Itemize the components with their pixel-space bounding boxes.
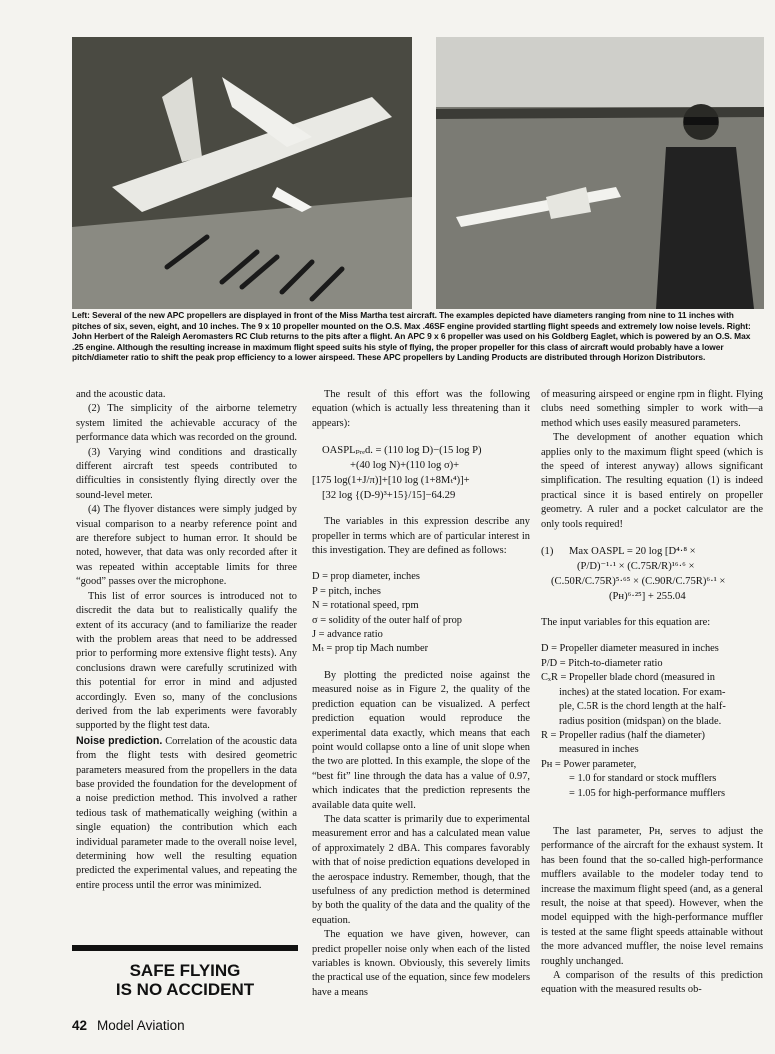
equation-line: [175 log(1+J/π)]+[10 log (1+8Mₜ⁴)]+ xyxy=(312,475,470,487)
paragraph: (2) The simplicity of the airborne telemetry system limited the achievable accuracy of the performance data which was recorded on the ground. xyxy=(76,403,297,444)
paragraph: The development of another equation which applies only to the maximum flight speed (which is the speed of interest anyway) allows significant simplification. The resulting equation (1) is indeed practical since it is based entirely on propeller geometry. A ruler and a pocket calculator are the only tools required! xyxy=(541,432,763,530)
equation-line: Max OASPL = 20 log [D⁴·⁸ × xyxy=(569,546,696,558)
paragraph: This list of error sources is introduced not to discredit the data but to realistically qualify the extent of its accuracy (and to familiarize the reader with the problem areas that need to be addressed prior to performing more extensive flight tests). Any conclusions drawn were carefully scrutinized with this potential for error in mind and adjusted accordingly. Even so, many of the conclusions derived from the lab experiments were favorably supported by the flight test data. xyxy=(76,590,297,732)
propellers-and-aircraft-photo xyxy=(72,37,412,309)
paragraph: The equation we have given, however, can predict propeller noise only when each of the listed variables is known. Obviously, this severely limits the practical use of the equation, since few modelers have a means xyxy=(312,929,530,998)
max-oaspl-equation xyxy=(541,544,763,604)
section-heading: Noise prediction. xyxy=(76,734,163,747)
definition-item: measured in inches xyxy=(559,744,639,756)
paragraph: of measuring airspeed or engine rpm in flight. Flying clubs need something simpler to work with—a method which uses easily measured parameters. xyxy=(541,389,763,429)
equation-number: (1) xyxy=(541,546,554,558)
definition-item: = 1.05 for high-performance mufflers xyxy=(569,787,725,799)
definition-item: CₓR = Propeller blade chord (measured in xyxy=(541,672,715,684)
paragraph: The last parameter, Pʜ, serves to adjust the performance of the aircraft for the exhaust system. It has been found that the so-called high-performance mufflers available to the modeler today tend to increase the maximum flight speed (and, as a general result, the noise at that speed). However, when the model equipped with the high-performance muffler is tested at the same flight speeds attainable without the more advanced muffler, the noise level remains roughly unchanged. xyxy=(541,825,763,967)
paragraph: The data scatter is primarily due to experimental measurement error and has a calculated mean value of approximately 2 dBA. This compares favorably with that of noise prediction equations developed in the aerospace industry. Remember, though, that the usefulness of any prediction method is determined by both the quality of the data and the quality of the equation. xyxy=(312,813,530,926)
noise-prediction-equation xyxy=(312,443,530,503)
propellers-photo-art xyxy=(72,37,412,309)
column-3 xyxy=(541,388,763,998)
paragraph: and the acoustic data. xyxy=(76,389,166,400)
equation-line: (P/D)⁻¹·¹ × (C.75R/R)¹⁶·⁶ × xyxy=(577,561,695,573)
pilot-photo-art xyxy=(436,37,764,309)
page-footer xyxy=(72,1018,185,1033)
definition-item: P/D = Pitch-to-diameter ratio xyxy=(541,657,663,669)
paragraph: (3) Varying wind conditions and drastically different aircraft test speeds contributed to difficulties in consistently flying directly over the sound-level meter. xyxy=(76,446,297,501)
definition-item: ple, C.5R is the chord length at the half- xyxy=(559,701,726,713)
paragraph: A comparison of the results of this prediction equation with the measured results ob- xyxy=(541,970,763,996)
banner-line: SAFE FLYING xyxy=(129,961,241,980)
variable-definitions xyxy=(312,570,530,656)
input-variable-definitions xyxy=(541,642,763,800)
definition-item: Pʜ = Power parameter, xyxy=(541,758,637,770)
paragraph: By plotting the predicted noise against the measured noise as in Figure 2, the quality of the prediction equation can be visualized. A perfect prediction equation would reproduce the experimental data exactly, which means that each point would collapse onto a line of unit slope when the two are plotted. In this example, the slope of the “best fit” line through the data has a value of 0.97, which indicates that the prediction represents the available data quite well. xyxy=(312,669,530,811)
column-1 xyxy=(76,388,297,893)
definition-item: R = Propeller radius (half the diameter) xyxy=(541,729,705,741)
definition-item: σ = solidity of the outer half of prop xyxy=(312,614,462,626)
definition-item: P = pitch, inches xyxy=(312,585,381,597)
safe-flying-banner xyxy=(72,945,298,1005)
definition-item: = 1.0 for standard or stock mufflers xyxy=(569,773,717,785)
paragraph: The result of this effort was the following equation (which is actually less threatening than it appears): xyxy=(312,389,530,429)
definition-item: J = advance ratio xyxy=(312,629,383,641)
definition-item: Mₜ = prop tip Mach number xyxy=(312,643,429,655)
magazine-name: Model Aviation xyxy=(97,1018,185,1033)
equation-line: (C.50R/C.75R)⁵·⁶⁵ × (C.90R/C.75R)⁶·¹ × xyxy=(551,576,726,588)
paragraph: The input variables for this equation are: xyxy=(541,617,711,629)
paragraph: The variables in this expression describe any propeller in terms which are of particular interest in this investigation. They are defined as follows: xyxy=(312,516,530,557)
equation-line: [32 log {(D-9)³+15}/15]−64.29 xyxy=(322,490,456,502)
definition-item: inches) at the stated location. For exam- xyxy=(559,686,726,698)
photo-caption: Left: Several of the new APC propellers are displayed in front of the Miss Martha test aircraft. The examples depicted have diameters ranging from nine to 11 inches with pitches of six, seven, eight, and 10 inches. The 9 x 10 propeller mounted on the O.S. Max .46SF engine provided startling flight speeds and extremely low noise levels. Right: John Herbert of the Raleigh Aeromasters RC Club returns to the pits after a flight. An APC 9 x 6 propeller was used on his Goldberg Eaglet, which is powered by an O.S. Max .25 engine. Although the resulting increase in maximum flight speed suits his style of flying, the proper propeller for this class of aircraft would probably have a lower pitch/diameter ratio to shift the peak prop efficiency to a lower airspeed. These APC propellers by Landing Products are distributed through Horizon Distributors. xyxy=(72,310,751,363)
definition-item: N = rotational speed, rpm xyxy=(312,600,419,612)
pilot-with-aircraft-photo xyxy=(436,37,764,309)
definition-item: radius position (midspan) on the blade. xyxy=(559,715,722,727)
paragraph-text: Correlation of the acoustic data from the flight tests with desired geometric parameters measured from the propellers in the data base provided the foundation for the development of a noise prediction method. This involved a rather tedious task of mathematically weighing (within a single equation) the contribution which each individual parameter made to the overall noise level, determining how well the resulting equation predicted the experimental values, and repeating the entire process until the error was minimized. xyxy=(76,735,297,891)
equation-line: OASPLₚᵣₑd. = (110 log D)−(15 log P) xyxy=(322,445,482,457)
paragraph xyxy=(76,734,297,893)
equation-line: (Pʜ)⁶·²⁵] + 255.04 xyxy=(609,591,686,603)
column-2 xyxy=(312,388,530,1000)
equation-line: +(40 log N)+(110 log σ)+ xyxy=(350,460,460,472)
paragraph: (4) The flyover distances were simply judged by visual comparison to a nearby reference point and are therefore subject to human error. It should be noted, however, that data was only recorded after it was repeated within acceptable limits for three “good” passes over the microphone. xyxy=(76,504,297,588)
page-number: 42 xyxy=(72,1018,88,1033)
definition-item: D = prop diameter, inches xyxy=(312,571,420,583)
definition-item: D = Propeller diameter measured in inches xyxy=(541,643,719,655)
banner-line: IS NO ACCIDENT xyxy=(115,980,255,999)
